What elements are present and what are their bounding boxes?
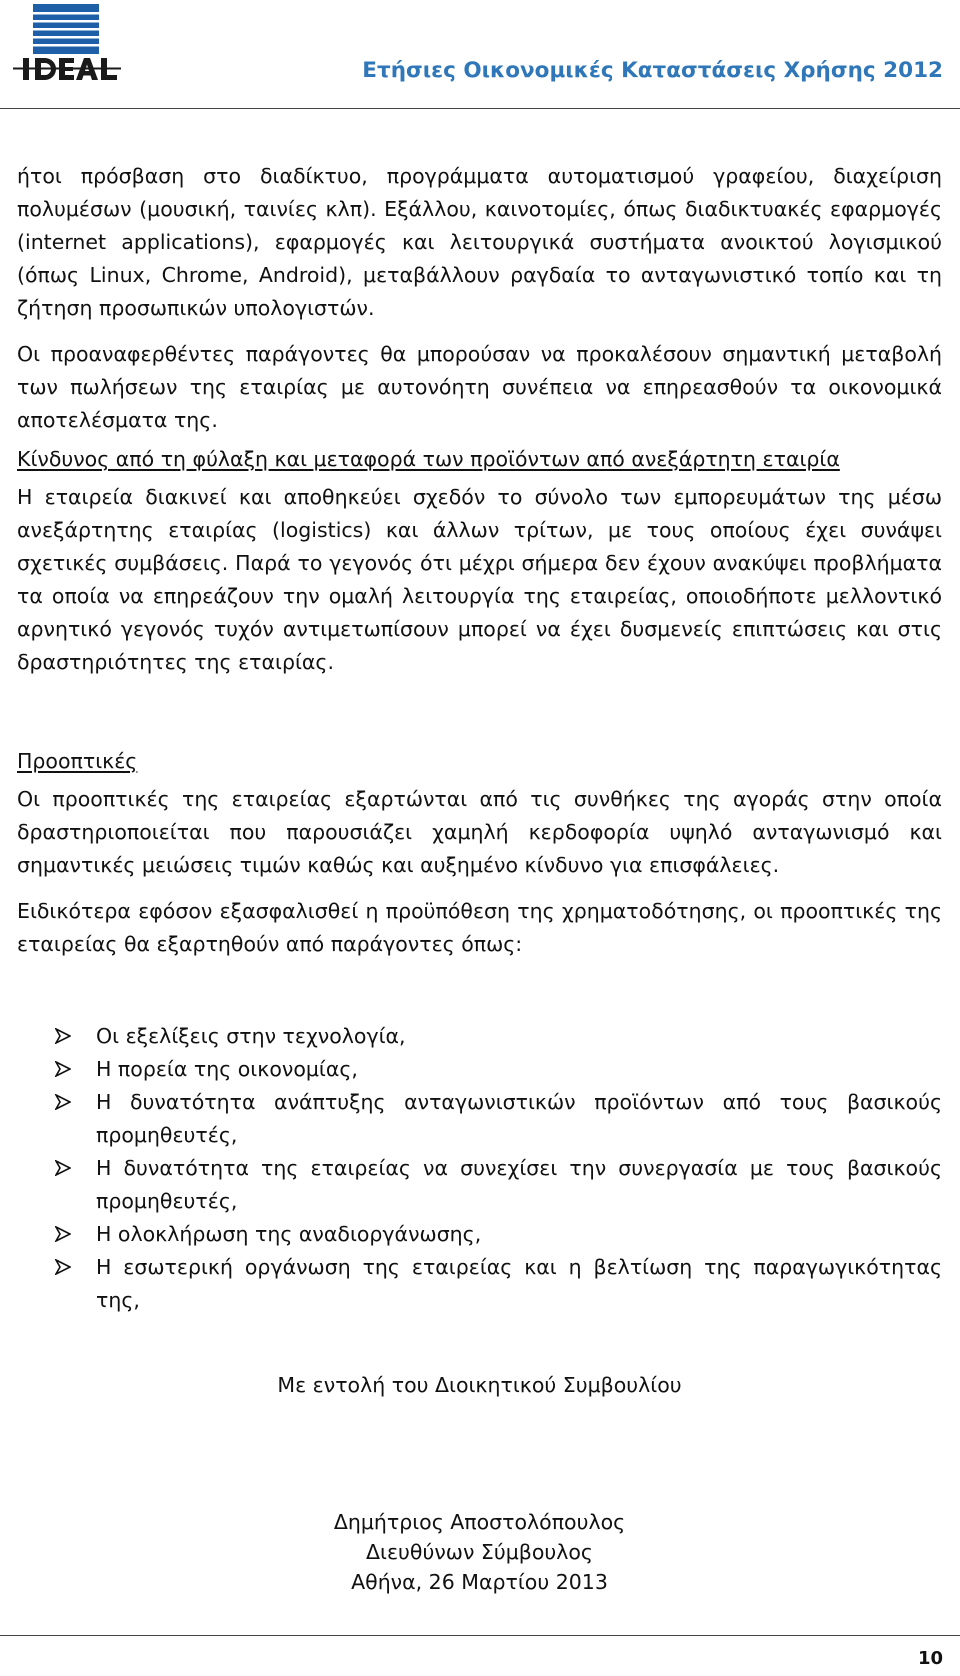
board-mandate: Με εντολή του Διοικητικού Συμβουλίου: [277, 1373, 682, 1397]
paragraph-sales-impact: Οι προαναφερθέντες παράγοντες θα μπορούσαν να προκαλέσουν σημαντική μεταβολή των πωλήσεων της εταιρίας με αυτονόητη συνέπεια να επηρεασθούν τα οικονομικά αποτελέσματα της.: [17, 342, 942, 432]
list-item-text: Η πορεία της οικονομίας,: [96, 1057, 358, 1081]
outlook-factors-list: [17, 1020, 942, 1317]
paragraph-technology: ήτοι πρόσβαση στο διαδίκτυο, προγράμματα αυτοματισμού γραφείου, διαχείριση πολυμέσων (μουσική, ταινίες κλπ). Εξάλλου, καινοτομίες, όπως διαδικτυακές εφαρμογές (internet applications), εφαρμογές και λειτουργικά συστήματα ανοικτού λογισμικού (όπως Linux, Chrome, Android), μεταβάλλουν ραγδαία το ανταγωνιστικό τοπίο και τη ζήτηση προσωπικών υπολογιστών.: [17, 164, 942, 320]
ideal-logo: [13, 4, 121, 86]
arrow-bullet-icon: [55, 1086, 75, 1119]
list-item-text: Η δυνατότητα ανάπτυξης ανταγωνιστικών προϊόντων από τους βασικούς προμηθευτές,: [96, 1090, 942, 1147]
arrow-bullet-icon: [55, 1251, 75, 1284]
paragraph-logistics: Η εταιρεία διακινεί και αποθηκεύει σχεδόν το σύνολο των εμπορευμάτων της μέσω ανεξάρτητης εταιρίας (logistics) και άλλων τρίτων, με τους οποίους έχει συνάψει σχετικές συμβάσεις. Παρά το γεγονός ότι μέχρι σήμερα δεν έχουν ανακύψει προβλήματα τα οποία να επηρεάζουν την ομαλή λειτουργία της εταιρείας, οποιοδήποτε μελλοντικό αρνητικό γεγονός τυχόν αντιμετωπίσουν μπορεί να έχει δυσμενείς επιπτώσεις και στις δραστηριότητες της εταιρίας.: [17, 485, 942, 674]
heading-logistics-risk: Κίνδυνος από τη φύλαξη και μεταφορά των προϊόντων από ανεξάρτητη εταιρία: [17, 447, 840, 471]
arrow-bullet-icon: [55, 1053, 75, 1086]
arrow-bullet-icon: [55, 1152, 75, 1185]
list-item-text: Η δυνατότητα της εταιρείας να συνεχίσει την συνεργασία με τους βασικούς προμηθευτές,: [96, 1156, 942, 1213]
list-item: [17, 1251, 942, 1317]
heading-outlook: Προοπτικές: [17, 749, 138, 773]
signature-place-date: Αθήνα, 26 Μαρτίου 2013: [351, 1570, 608, 1594]
page-header: [0, 0, 960, 112]
list-item: [17, 1053, 942, 1086]
arrow-bullet-icon: [55, 1020, 75, 1053]
list-item: [17, 1020, 942, 1053]
paragraph-market-conditions: Οι προοπτικές της εταιρείας εξαρτώνται από τις συνθήκες της αγοράς στην οποία δραστηριοποιείται που παρουσιάζει χαμηλή κερδοφορία υψηλό ανταγωνισμό και σημαντικές μειώσεις τιμών καθώς και αυξημένο κίνδυνο για επισφάλειες.: [17, 787, 942, 877]
header-divider: [0, 108, 960, 109]
list-item: [17, 1218, 942, 1251]
paragraph-financing: Ειδικότερα εφόσον εξασφαλισθεί η προϋπόθεση της χρηματοδότησης, οι προοπτικές της εταιρείας θα εξαρτηθούν από παράγοντες όπως:: [17, 899, 942, 956]
page-number: 10: [917, 1648, 943, 1669]
document-body: [17, 160, 942, 1597]
report-title: Ετήσιες Οικονομικές Καταστάσεις Χρήσης 2012: [362, 58, 943, 83]
signature-block: [17, 1507, 942, 1597]
list-item: [17, 1152, 942, 1218]
signatory-role: Διευθύνων Σύμβουλος: [366, 1540, 593, 1564]
footer-divider: [0, 1635, 960, 1636]
arrow-bullet-icon: [55, 1218, 75, 1251]
list-item-text: Η ολοκλήρωση της αναδιοργάνωσης,: [96, 1222, 482, 1246]
signatory-name: Δημήτριος Αποστολόπουλος: [333, 1510, 626, 1534]
list-item: [17, 1086, 942, 1152]
list-item-text: Η εσωτερική οργάνωση της εταιρείας και η βελτίωση της παραγωγικότητας της,: [96, 1255, 942, 1312]
list-item-text: Οι εξελίξεις στην τεχνολογία,: [96, 1024, 406, 1048]
